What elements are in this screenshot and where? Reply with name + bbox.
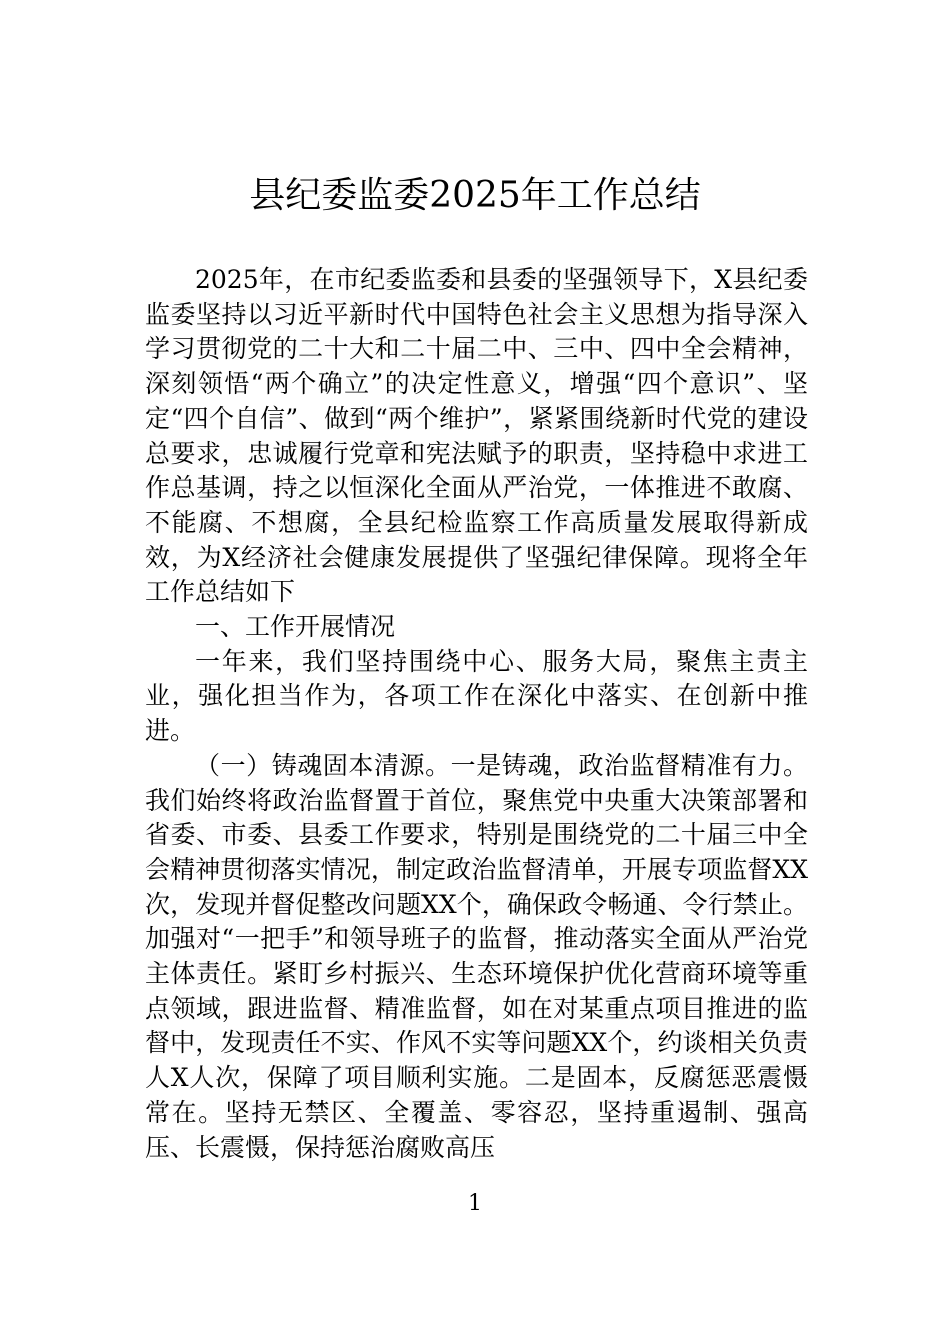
page-number: 1 bbox=[468, 1191, 482, 1216]
section-heading: 一、工作开展情况 bbox=[195, 612, 396, 642]
subsection-paragraph: （一）铸魂固本清源。一是铸魂，政治监督精准有力。我们始终将政治监督置于首位，聚焦党中央重大决策部署和省委、市委、县委工作要求，特别是围绕党的二十届三中全会精神贯彻落实情况，制定政治监督清单，开展专项监督XX次，发现并督促整改问题XX个，确保政令畅通、令行禁止。加强对“一把手”和领导班子的监督，推动落实全面从严治党主体责任。紧盯乡村振兴、生态环境保护优化营商环境等重点领域，跟进监督、精准监督，如在对某重点项目推进的监督中，发现责任不实、作风不实等问题XX个，约谈相关负责人X人次，保障了项目顺利实施。二是固本，反腐惩恶震慑常在。坚持无禁区、全覆盖、零容忍，坚持重遏制、强高压、长震慑，保持惩治腐败高压 bbox=[145, 750, 808, 1162]
overview-paragraph: 一年来，我们坚持围绕中心、服务大局，聚焦主责主业，强化担当作为，各项工作在深化中落实、在创新中推进。 bbox=[145, 646, 808, 746]
document-title: 县纪委监委2025年工作总结 bbox=[249, 175, 701, 216]
intro-paragraph: 2025年，在市纪委监委和县委的坚强领导下，X县纪委监委坚持以习近平新时代中国特色社会主义思想为指导深入学习贯彻党的二十大和二十届二中、三中、四中全会精神，深刻领悟“两个确立”的决定性意义，增强“四个意识”、坚定“四个自信”、做到“两个维护”，紧紧围绕新时代党的建设总要求，忠诚履行党章和宪法赋予的职责，坚持稳中求进工作总基调，持之以恒深化全面从严治党，一体推进不敢腐、不能腐、不想腐，全县纪检监察工作高质量发展取得新成效，为X经济社会健康发展提供了坚强纪律保障。现将全年工作总结如下 bbox=[145, 265, 808, 607]
document-body bbox=[145, 263, 808, 1165]
